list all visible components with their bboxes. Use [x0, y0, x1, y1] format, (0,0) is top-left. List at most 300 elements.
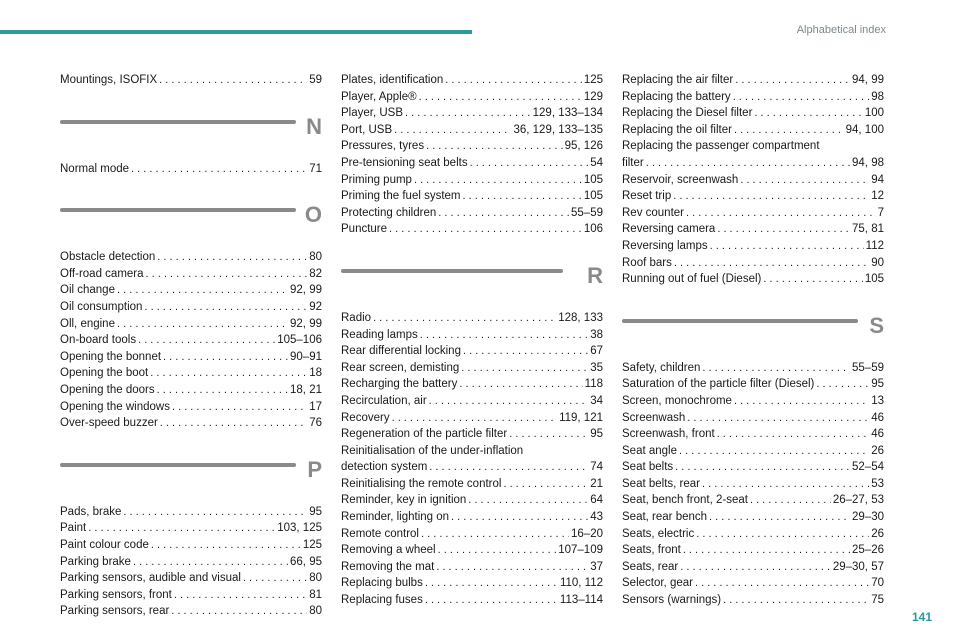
index-entry-pages: 113–114 — [559, 594, 603, 607]
index-entry — [60, 161, 322, 178]
dot-leader — [679, 443, 869, 460]
page-header-title: Alphabetical index — [796, 24, 886, 36]
index-entry-pages: 70 — [871, 577, 884, 590]
index-entry — [60, 399, 322, 416]
index-entry-term: Replacing the battery — [622, 90, 731, 103]
index-entry-term: Parking sensors, rear — [60, 605, 170, 618]
index-entry-pages: 75 — [871, 594, 884, 607]
index-entry-pages: 38 — [590, 328, 603, 341]
dot-leader — [734, 393, 869, 410]
index-entry-pages: 26–27, 53 — [832, 494, 884, 507]
index-entry-term: Opening the boot — [60, 367, 149, 380]
dot-leader — [695, 575, 869, 592]
index-entry — [341, 122, 603, 139]
index-entry-term: Replacing the passenger compartment — [622, 140, 820, 153]
index-entry-term: Reset trip — [622, 190, 672, 203]
index-entry-pages: 92, 99 — [290, 317, 322, 330]
dot-leader — [468, 492, 588, 509]
index-entry-pages: 90–91 — [290, 350, 322, 363]
index-entry-pages: 95, 126 — [564, 140, 603, 153]
index-entry-term: Opening the bonnet — [60, 350, 162, 363]
index-entry-term: Pre-tensioning seat belts — [341, 156, 468, 169]
dot-leader — [117, 282, 288, 299]
section-header — [60, 195, 322, 245]
index-entry-pages: 76 — [309, 417, 322, 430]
index-entry — [622, 221, 884, 238]
index-entry — [622, 105, 884, 122]
index-entry — [341, 592, 603, 609]
index-entry-pages: 29–30 — [852, 511, 884, 524]
dot-leader — [117, 316, 288, 333]
index-entry — [622, 205, 884, 222]
section-divider — [60, 463, 296, 467]
index-entry-pages: 26 — [871, 527, 884, 540]
index-entry — [622, 426, 884, 443]
index-entry-term: Oil consumption — [60, 300, 143, 313]
dot-leader — [717, 221, 850, 238]
index-entry-term: Parking sensors, front — [60, 588, 172, 601]
index-entry-pages: 7 — [877, 206, 884, 219]
index-entry — [60, 554, 322, 571]
index-entry-pages: 81 — [309, 588, 322, 601]
index-entry-term: Seat, bench front, 2-seat — [622, 494, 748, 507]
index-entry — [341, 559, 603, 576]
dot-leader — [151, 537, 301, 554]
dot-leader — [414, 172, 582, 189]
index-entry-term: Reservoir, screenwash — [622, 173, 739, 186]
index-entry-pages: 17 — [309, 400, 322, 413]
dot-leader — [675, 459, 850, 476]
index-entry-term: Seat belts, rear — [622, 477, 700, 490]
index-entry-term: Removing the mat — [341, 560, 435, 573]
index-entry-pages: 128, 133 — [558, 311, 603, 324]
index-entry — [60, 332, 322, 349]
index-entry-pages: 80 — [309, 251, 322, 264]
index-entry-term: Reinitialising the remote control — [341, 477, 502, 490]
index-entry-term: Running out of fuel (Diesel) — [622, 273, 762, 286]
dot-leader — [702, 476, 869, 493]
dot-leader — [710, 238, 864, 255]
index-entry-term: Screenwash — [622, 411, 686, 424]
index-entry-term: Parking brake — [60, 555, 131, 568]
index-entry — [622, 492, 884, 509]
section-divider — [341, 269, 563, 273]
dot-leader — [750, 492, 831, 509]
index-entry — [622, 271, 884, 288]
index-entry-pages: 46 — [871, 411, 884, 424]
dot-leader — [159, 72, 307, 89]
index-entry-pages: 53 — [871, 477, 884, 490]
index-entry-pages: 94, 100 — [845, 123, 884, 136]
index-entry-term: Reversing camera — [622, 223, 716, 236]
index-entry-pages: 26 — [871, 444, 884, 457]
index-entry-pages: 98 — [871, 90, 884, 103]
section-divider — [60, 120, 296, 124]
dot-leader — [674, 255, 869, 272]
index-entry-pages: 36, 129, 133–135 — [513, 123, 603, 136]
index-entry-pages: 64 — [590, 494, 603, 507]
index-entry-pages: 110, 112 — [559, 577, 603, 590]
dot-leader — [157, 249, 307, 266]
dot-leader — [429, 459, 588, 476]
index-entry — [60, 72, 322, 89]
index-entry — [622, 172, 884, 189]
index-entry-term: Replacing the air filter — [622, 74, 734, 86]
dot-leader — [421, 526, 569, 543]
index-entry-pages: 52–54 — [852, 461, 884, 474]
index-entry-term: Player, USB — [341, 107, 403, 120]
section-divider — [622, 319, 858, 323]
index-column-3 — [622, 72, 884, 609]
index-entry-pages: 95 — [309, 505, 322, 518]
index-entry — [60, 349, 322, 366]
page-number: 141 — [911, 610, 932, 624]
index-entry-term: Oil change — [60, 284, 115, 297]
dot-leader — [160, 415, 307, 432]
index-entry-pages: 106 — [583, 223, 603, 236]
index-entry — [60, 299, 322, 316]
index-entry — [60, 316, 322, 333]
index-entry — [60, 570, 322, 587]
dot-leader — [429, 393, 589, 410]
dot-leader — [709, 509, 850, 526]
index-entry-term: Oll, engine — [60, 317, 115, 330]
dot-leader — [405, 105, 531, 122]
dot-leader — [503, 476, 588, 493]
dot-leader — [735, 72, 850, 89]
dot-leader — [394, 122, 511, 139]
index-entry-term: Screen, monochrome — [622, 394, 732, 407]
index-entry-pages: 82 — [309, 267, 322, 280]
dot-leader — [373, 310, 556, 327]
dot-leader — [470, 155, 589, 172]
index-entry — [341, 376, 603, 393]
index-entry-term: Rear screen, demisting — [341, 361, 460, 374]
index-entry-pages: 107–109 — [558, 544, 603, 557]
index-entry-term-continued: filter — [622, 156, 644, 169]
index-entry — [341, 188, 603, 205]
index-entry-term: On-board tools — [60, 334, 137, 347]
index-entry-term: Seats, front — [622, 544, 681, 557]
index-entry-term-continued: detection system — [341, 461, 428, 474]
index-entry-pages: 94 — [871, 173, 884, 186]
index-entry-pages: 94, 99 — [852, 74, 884, 86]
index-entry — [341, 155, 603, 172]
dot-leader — [425, 575, 558, 592]
index-entry-pages: 13 — [871, 394, 884, 407]
index-entry-term: Obstacle detection — [60, 251, 156, 264]
index-entry — [622, 89, 884, 106]
dot-leader — [389, 221, 582, 238]
index-entry-pages: 103, 125 — [277, 522, 322, 535]
index-entry — [341, 172, 603, 189]
index-entry-term: Rear differential locking — [341, 345, 461, 358]
index-entry — [622, 360, 884, 377]
index-entry-pages: 66, 95 — [290, 555, 322, 568]
index-entry-pages: 80 — [309, 572, 322, 585]
dot-leader — [172, 399, 307, 416]
index-entry — [341, 89, 603, 106]
index-entry-pages: 59 — [309, 74, 322, 86]
section-header — [60, 450, 322, 500]
index-entry — [622, 476, 884, 493]
index-entry-pages: 95 — [871, 378, 884, 391]
index-entry — [622, 526, 884, 543]
index-entry-pages: 21 — [590, 477, 603, 490]
index-entry — [622, 509, 884, 526]
index-entry-term: Over-speed buzzer — [60, 417, 158, 430]
index-entry-term: Pressures, tyres — [341, 140, 425, 153]
dot-leader — [123, 504, 307, 521]
index-entry-pages: 92 — [309, 300, 322, 313]
index-entry — [622, 559, 884, 576]
section-letter: O — [304, 202, 322, 228]
index-entry — [341, 542, 603, 559]
index-entry — [341, 105, 603, 122]
index-entry-pages: 95 — [590, 428, 603, 441]
index-entry — [60, 249, 322, 266]
index-entry-pages: 74 — [590, 461, 603, 474]
dot-leader — [717, 426, 870, 443]
index-entry-term: Pads, brake — [60, 505, 122, 518]
index-entry — [60, 282, 322, 299]
index-entry-pages: 43 — [590, 511, 603, 524]
index-entry — [341, 221, 603, 238]
index-entry-pages: 92, 99 — [290, 284, 322, 297]
index-entry-pages: 46 — [871, 428, 884, 441]
index-entry-pages: 54 — [590, 156, 603, 169]
index-entry — [341, 138, 603, 155]
index-entry — [622, 459, 884, 476]
index-entry-pages: 100 — [864, 107, 884, 120]
index-entry-term: Radio — [341, 311, 372, 324]
index-entry-term: Off-road camera — [60, 267, 144, 280]
index-entry-term: Reversing lamps — [622, 239, 708, 252]
dot-leader — [174, 587, 307, 604]
index-entry — [341, 410, 603, 427]
index-entry-pages: 75, 81 — [852, 223, 884, 236]
index-entry-term: Screenwash, front — [622, 428, 715, 441]
index-entry-term: Paint colour code — [60, 538, 149, 551]
index-entry-pages: 16–20 — [571, 527, 603, 540]
index-entry — [341, 205, 603, 222]
dot-leader — [420, 327, 588, 344]
dot-leader — [673, 188, 869, 205]
index-entry-pages: 105 — [864, 273, 884, 286]
index-entry-term: Safety, children — [622, 361, 701, 374]
dot-leader — [436, 559, 588, 576]
index-entry — [622, 575, 884, 592]
index-entry-term: Recirculation, air — [341, 394, 427, 407]
index-entry — [341, 476, 603, 493]
dot-leader — [733, 89, 870, 106]
section-header — [341, 256, 603, 306]
dot-leader — [696, 526, 869, 543]
index-entry-term: Regeneration of the particle filter — [341, 428, 508, 441]
index-entry-term: Seat belts — [622, 461, 674, 474]
dot-leader — [763, 271, 862, 288]
index-entry — [341, 72, 603, 89]
index-entry — [341, 443, 603, 476]
dot-leader — [426, 138, 563, 155]
dot-leader — [702, 360, 850, 377]
dot-leader — [133, 554, 288, 571]
index-entry-pages: 90 — [871, 256, 884, 269]
dot-leader — [157, 382, 288, 399]
index-entry — [622, 122, 884, 139]
index-entry — [60, 266, 322, 283]
index-entry-pages: 55–59 — [852, 361, 884, 374]
dot-leader — [451, 509, 588, 526]
dot-leader — [816, 376, 869, 393]
index-entry-term: Seat, rear bench — [622, 511, 708, 524]
index-entry-term: Reinitialisation of the under-inflation — [341, 444, 524, 457]
dot-leader — [754, 105, 862, 122]
dot-leader — [88, 520, 275, 537]
index-entry-pages: 34 — [590, 394, 603, 407]
index-entry-term: Opening the doors — [60, 383, 155, 396]
dot-leader — [163, 349, 288, 366]
index-entry — [341, 327, 603, 344]
section-header — [60, 107, 322, 157]
index-entry-term: Puncture — [341, 223, 388, 236]
index-entry — [341, 492, 603, 509]
index-entry-term: Removing a wheel — [341, 544, 436, 557]
section-letter: S — [869, 312, 884, 338]
index-entry-pages: 71 — [309, 162, 322, 175]
index-entry-pages: 105–106 — [277, 334, 322, 347]
index-entry — [341, 575, 603, 592]
index-entry-term: Selector, gear — [622, 577, 693, 590]
dot-leader — [392, 410, 558, 427]
index-entry-term: Plates, identification — [341, 74, 444, 86]
dot-leader — [463, 343, 588, 360]
dot-leader — [740, 172, 869, 189]
index-entry-pages: 55–59 — [571, 206, 603, 219]
dot-leader — [461, 360, 588, 377]
dot-leader — [445, 72, 582, 89]
index-entry — [60, 603, 322, 620]
index-entry-pages: 129 — [583, 90, 603, 103]
index-column-2 — [341, 72, 603, 609]
index-entry-pages: 35 — [590, 361, 603, 374]
index-entry-term: Reminder, lighting on — [341, 511, 450, 524]
index-entry-term: Seat angle — [622, 444, 677, 457]
index-entry-pages: 94, 98 — [852, 156, 884, 169]
index-entry-term: Seats, rear — [622, 560, 679, 573]
index-entry-pages: 129, 133–134 — [532, 107, 603, 120]
index-entry-term: Paint — [60, 522, 87, 535]
index-entry — [60, 537, 322, 554]
index-entry — [341, 393, 603, 410]
index-entry-term: Normal mode — [60, 162, 130, 175]
index-entry-term: Recovery — [341, 411, 390, 424]
index-entry — [60, 520, 322, 537]
index-entry-term: Replacing the Diesel filter — [622, 107, 753, 120]
header-accent-bar — [0, 30, 472, 34]
index-entry — [60, 587, 322, 604]
index-entry — [60, 365, 322, 382]
index-entry-term: Opening the windows — [60, 400, 170, 413]
index-entry-term: Mountings, ISOFIX — [60, 74, 158, 86]
index-entry — [622, 592, 884, 609]
index-entry-term: Replacing the oil filter — [622, 123, 732, 136]
index-entry-term: Priming pump — [341, 173, 412, 186]
dot-leader — [683, 542, 850, 559]
index-entry — [622, 255, 884, 272]
index-entry — [341, 360, 603, 377]
dot-leader — [680, 559, 831, 576]
index-entry — [622, 72, 884, 89]
dot-leader — [646, 155, 850, 172]
index-entry-term: Parking sensors, audible and visual — [60, 572, 241, 585]
index-entry-term: Replacing fuses — [341, 594, 423, 607]
index-entry-term: Seats, electric — [622, 527, 695, 540]
index-entry-pages: 18, 21 — [290, 383, 322, 396]
index-entry-term: Sensors (warnings) — [622, 594, 722, 607]
dot-leader — [438, 205, 569, 222]
index-entry-pages: 25–26 — [852, 544, 884, 557]
index-entry — [622, 138, 884, 171]
dot-leader — [171, 603, 307, 620]
index-entry-term: Remote control — [341, 527, 419, 540]
index-entry-pages: 125 — [583, 74, 603, 86]
index-column-1 — [60, 72, 322, 620]
index-entry-term: Player, Apple® — [341, 90, 417, 103]
dot-leader — [425, 592, 558, 609]
index-entry-pages: 105 — [583, 173, 603, 186]
dot-leader — [463, 188, 582, 205]
section-letter: N — [306, 113, 322, 139]
dot-leader — [734, 122, 844, 139]
index-entry — [622, 410, 884, 427]
dot-leader — [150, 365, 307, 382]
dot-leader — [509, 426, 588, 443]
index-entry-term: Reading lamps — [341, 328, 418, 341]
index-entry-pages: 67 — [590, 345, 603, 358]
index-entry-pages: 112 — [865, 239, 884, 252]
index-entry-pages: 119, 121 — [559, 411, 603, 424]
index-entry-pages: 80 — [309, 605, 322, 618]
index-entry — [622, 376, 884, 393]
index-entry-term: Reminder, key in ignition — [341, 494, 467, 507]
dot-leader — [687, 410, 869, 427]
index-entry — [341, 310, 603, 327]
index-entry — [341, 343, 603, 360]
index-entry-term: Recharging the battery — [341, 378, 458, 391]
index-entry-pages: 37 — [590, 560, 603, 573]
dot-leader — [138, 332, 275, 349]
index-entry — [341, 509, 603, 526]
index-entry — [622, 238, 884, 255]
index-entry-pages: 18 — [309, 367, 322, 380]
index-entry — [622, 188, 884, 205]
index-entry — [622, 393, 884, 410]
section-letter: R — [587, 262, 603, 288]
index-entry — [622, 443, 884, 460]
index-entry-pages: 118 — [584, 378, 603, 391]
index-entry-term: Port, USB — [341, 123, 393, 136]
index-entry-pages: 29–30, 57 — [832, 560, 884, 573]
index-entry-term: Priming the fuel system — [341, 190, 461, 203]
dot-leader — [243, 570, 307, 587]
index-entry — [60, 415, 322, 432]
dot-leader — [438, 542, 557, 559]
index-entry — [60, 382, 322, 399]
index-entry — [341, 426, 603, 443]
index-entry-term: Roof bars — [622, 256, 672, 269]
dot-leader — [131, 161, 307, 178]
